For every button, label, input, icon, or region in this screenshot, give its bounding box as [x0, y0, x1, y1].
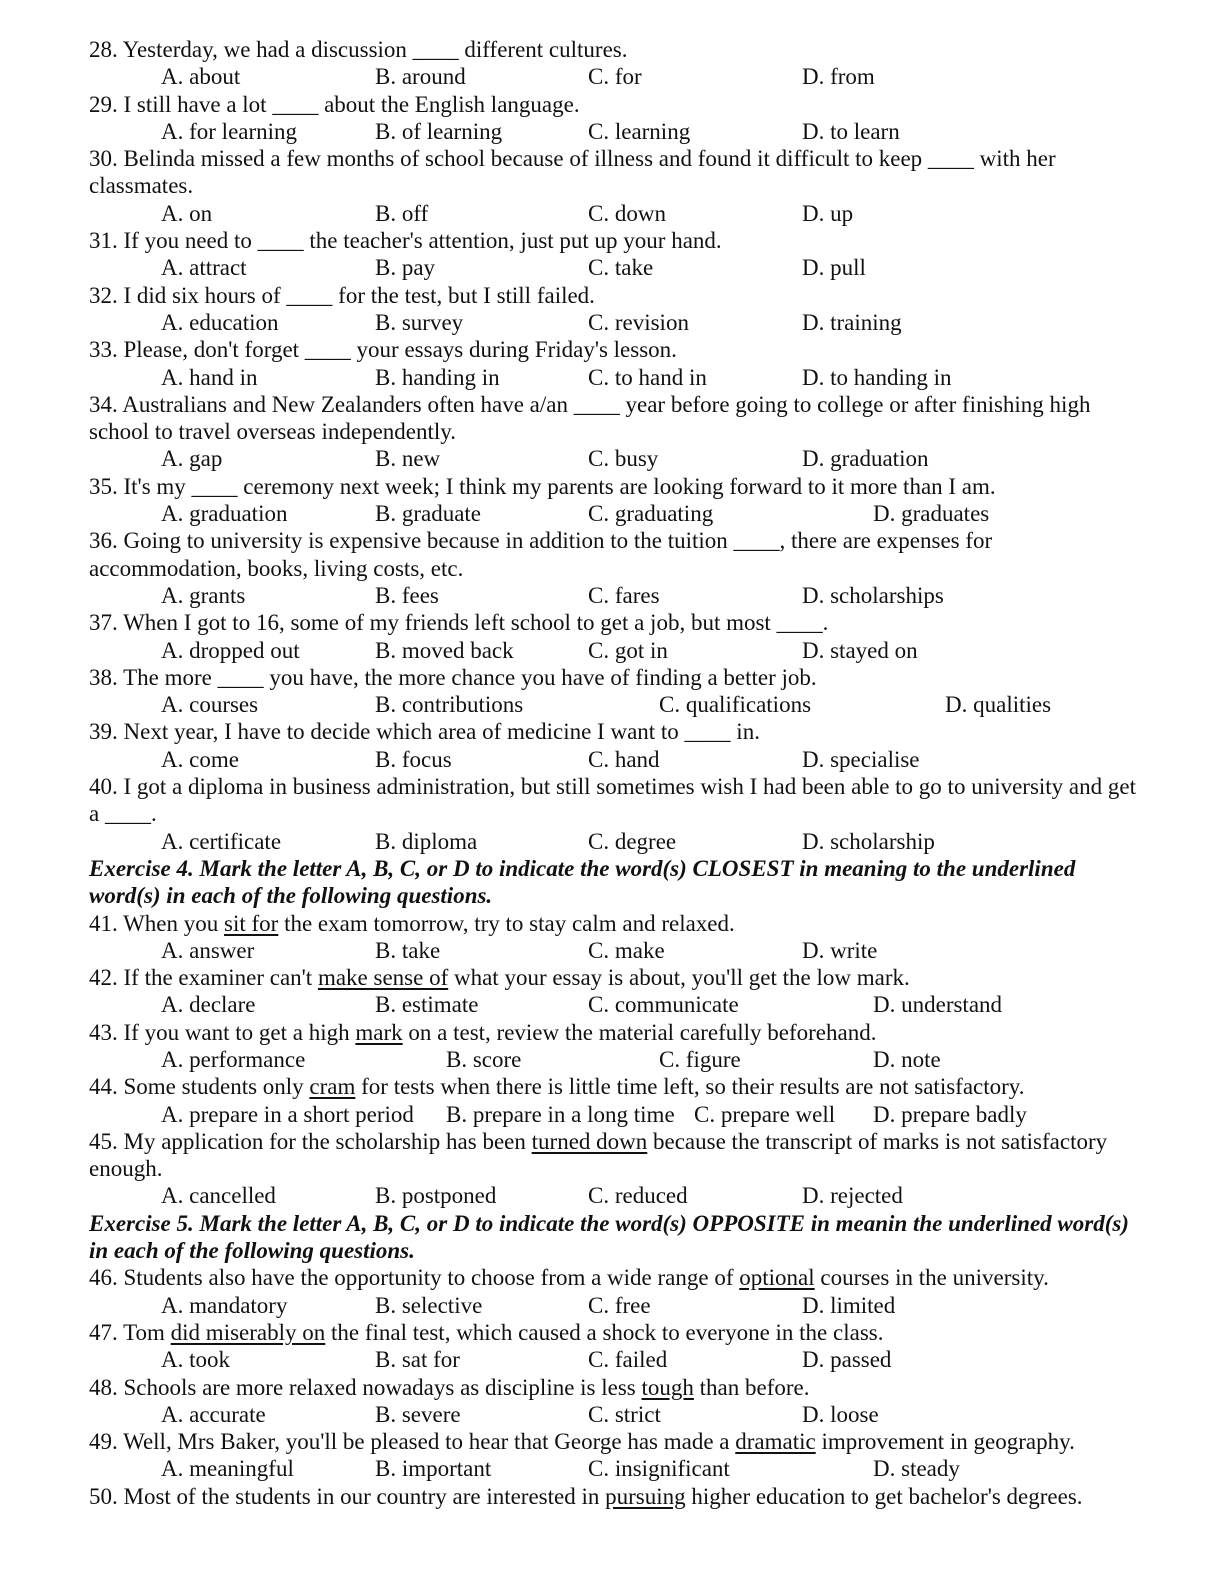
option-a: A. education	[161, 309, 279, 335]
text-segment: 30. Belinda missed a few months of school because of illness and found it difficult to keep ____ with her	[89, 146, 1056, 172]
answer-options	[89, 746, 1189, 773]
option-d: D. up	[802, 200, 854, 226]
text-segment: 50. Most of the students in our country are interested in	[89, 1483, 606, 1509]
answer-options	[89, 691, 1189, 718]
answer-options	[89, 254, 1189, 281]
answer-options	[89, 364, 1189, 391]
question-37	[89, 609, 1189, 664]
question-34	[89, 391, 1189, 473]
option-c: C. to hand in	[588, 364, 707, 390]
option-b: B. off	[375, 200, 429, 226]
option-c: C. graduating	[588, 501, 714, 527]
option-b: B. survey	[375, 309, 464, 335]
option-d: D. prepare badly	[873, 1101, 1027, 1127]
option-d: D. graduates	[873, 501, 990, 527]
option-a: A. attract	[161, 255, 247, 281]
text-segment: Exercise 4. Mark the letter A, B, C, or D to indicate the word(s) CLOSEST in meaning to the underlined	[89, 855, 1076, 881]
option-a: A. cancelled	[161, 1183, 276, 1209]
text-segment: 29. I still have a lot ____ about the English language.	[89, 91, 580, 117]
option-d: D. scholarships	[802, 582, 944, 608]
option-d: D. from	[802, 64, 875, 90]
option-d: D. rejected	[802, 1183, 903, 1209]
question-text-line	[89, 1483, 1189, 1510]
option-b: B. take	[375, 937, 441, 963]
option-b: B. focus	[375, 746, 452, 772]
question-text-line	[89, 391, 1189, 418]
question-50	[89, 1483, 1189, 1510]
question-text-line	[89, 800, 1189, 827]
text-segment: 44. Some students only	[89, 1074, 310, 1100]
option-a: A. meaningful	[161, 1456, 294, 1482]
question-47	[89, 1319, 1189, 1374]
option-c: C. busy	[588, 446, 659, 472]
answer-options	[89, 445, 1189, 472]
option-d: D. to learn	[802, 118, 900, 144]
option-a: A. declare	[161, 992, 256, 1018]
option-c: C. figure	[659, 1046, 741, 1072]
underlined-phrase: optional	[739, 1265, 815, 1291]
text-segment: for tests when there is little time left, so their results are not satisfactory.	[355, 1074, 1025, 1100]
option-a: A. took	[161, 1347, 230, 1373]
text-segment: school to travel overseas independently.	[89, 419, 457, 445]
option-d: D. write	[802, 937, 878, 963]
option-a: A. certificate	[161, 828, 282, 854]
option-c: C. communicate	[588, 992, 739, 1018]
heading-line	[89, 1210, 1189, 1237]
question-text-line	[89, 527, 1189, 554]
answer-options	[89, 500, 1189, 527]
underlined-phrase: dramatic	[735, 1429, 816, 1455]
text-segment: 39. Next year, I have to decide which area of medicine I want to ____ in.	[89, 719, 760, 745]
text-segment: 48. Schools are more relaxed nowadays as discipline is less	[89, 1374, 642, 1400]
exercise-heading	[89, 1210, 1189, 1265]
option-d: D. note	[873, 1046, 941, 1072]
option-d: D. scholarship	[802, 828, 935, 854]
option-b: B. sat for	[375, 1347, 460, 1373]
text-segment: Exercise 5. Mark the letter A, B, C, or D to indicate the word(s) OPPOSITE in meanin the underlined word(s)	[89, 1210, 1129, 1236]
option-c: C. hand	[588, 746, 660, 772]
option-c: C. free	[588, 1292, 651, 1318]
text-segment: improvement in geography.	[815, 1429, 1075, 1455]
question-text-line	[89, 227, 1189, 254]
option-b: B. severe	[375, 1401, 461, 1427]
answer-options	[89, 637, 1189, 664]
text-segment: 49. Well, Mrs Baker, you'll be pleased to hear that George has made a	[89, 1429, 736, 1455]
option-b: B. diploma	[375, 828, 478, 854]
option-a: A. performance	[161, 1046, 306, 1072]
question-text-line	[89, 555, 1189, 582]
option-d: D. qualities	[945, 692, 1052, 718]
option-b: B. pay	[375, 255, 436, 281]
question-text-line	[89, 473, 1189, 500]
question-text-line	[89, 773, 1189, 800]
underlined-phrase: tough	[641, 1374, 694, 1400]
option-d: D. pull	[802, 255, 866, 281]
question-text-line	[89, 1019, 1189, 1046]
option-c: C. take	[588, 255, 654, 281]
text-segment: 37. When I got to 16, some of my friends left school to get a job, but most ____.	[89, 610, 829, 636]
exercise-heading	[89, 855, 1189, 910]
answer-options	[89, 828, 1189, 855]
text-segment: the exam tomorrow, try to stay calm and relaxed.	[278, 910, 735, 936]
option-d: D. stayed on	[802, 637, 918, 663]
option-a: A. dropped out	[161, 637, 300, 663]
question-33	[89, 336, 1189, 391]
option-b: B. contributions	[375, 692, 524, 718]
text-segment: enough.	[89, 1156, 163, 1182]
exercise-document	[89, 36, 1189, 1510]
text-segment: because the transcript of marks is not satisfactory	[647, 1128, 1108, 1154]
answer-options	[89, 1182, 1189, 1209]
question-text-line	[89, 1073, 1189, 1100]
question-text-line	[89, 664, 1189, 691]
option-d: D. training	[802, 309, 902, 335]
option-a: A. mandatory	[161, 1292, 288, 1318]
question-text-line	[89, 718, 1189, 745]
question-36	[89, 527, 1189, 609]
question-text-line	[89, 1374, 1189, 1401]
answer-options	[89, 1101, 1189, 1128]
answer-options	[89, 63, 1189, 90]
question-45	[89, 1128, 1189, 1210]
underlined-phrase: pursuing	[605, 1483, 686, 1509]
option-d: D. understand	[873, 992, 1003, 1018]
option-c: C. down	[588, 200, 666, 226]
text-segment: 33. Please, don't forget ____ your essays during Friday's lesson.	[89, 337, 677, 363]
heading-line	[89, 855, 1189, 882]
question-text-line	[89, 336, 1189, 363]
option-a: A. graduation	[161, 501, 288, 527]
text-segment: 32. I did six hours of ____ for the test, but I still failed.	[89, 282, 595, 308]
text-segment: accommodation, books, living costs, etc.	[89, 555, 464, 581]
answer-options	[89, 200, 1189, 227]
text-segment: a ____.	[89, 801, 157, 827]
option-a: A. courses	[161, 692, 259, 718]
underlined-phrase: mark	[355, 1019, 403, 1045]
question-46	[89, 1264, 1189, 1319]
question-text-line	[89, 1428, 1189, 1455]
question-38	[89, 664, 1189, 719]
text-segment: on a test, review the material carefully beforehand.	[402, 1019, 877, 1045]
question-text-line	[89, 1264, 1189, 1291]
text-segment: 28. Yesterday, we had a discussion ____ different cultures.	[89, 37, 628, 62]
option-b: B. new	[375, 446, 441, 472]
option-a: A. on	[161, 200, 213, 226]
answer-options	[89, 582, 1189, 609]
answer-options	[89, 1292, 1189, 1319]
question-text-line	[89, 145, 1189, 172]
question-44	[89, 1073, 1189, 1128]
text-segment: 41. When you	[89, 910, 225, 936]
text-segment: courses in the university.	[814, 1265, 1049, 1291]
question-text-line	[89, 91, 1189, 118]
option-a: A. accurate	[161, 1401, 266, 1427]
answer-options	[89, 1455, 1189, 1482]
option-c: C. qualifications	[659, 692, 812, 718]
option-b: B. fees	[375, 582, 439, 608]
text-segment: 31. If you need to ____ the teacher's attention, just put up your hand.	[89, 228, 722, 254]
option-c: C. for	[588, 64, 642, 90]
text-segment: 34. Australians and New Zealanders often have a/an ____ year before going to college or after finishing high	[89, 391, 1091, 417]
text-segment: 45. My application for the scholarship has been	[89, 1128, 532, 1154]
option-b: B. important	[375, 1456, 492, 1482]
question-29	[89, 91, 1189, 146]
option-c: C. degree	[588, 828, 677, 854]
option-c: C. fares	[588, 582, 660, 608]
option-a: A. answer	[161, 937, 255, 963]
answer-options	[89, 991, 1189, 1018]
answer-options	[89, 118, 1189, 145]
question-text-line	[89, 964, 1189, 991]
option-b: B. prepare in a long time	[446, 1101, 675, 1127]
option-d: D. graduation	[802, 446, 929, 472]
option-c: C. revision	[588, 309, 689, 335]
option-b: B. of learning	[375, 118, 503, 144]
option-c: C. got in	[588, 637, 668, 663]
question-text-line	[89, 418, 1189, 445]
option-a: A. gap	[161, 446, 223, 472]
underlined-phrase: did miserably on	[170, 1319, 326, 1345]
underlined-phrase: make sense of	[317, 965, 449, 991]
option-b: B. around	[375, 64, 466, 90]
text-segment: 36. Going to university is expensive because in addition to the tuition ____, there are expenses for	[89, 528, 993, 554]
text-segment: 38. The more ____ you have, the more chance you have of finding a better job.	[89, 664, 817, 690]
option-b: B. score	[446, 1046, 522, 1072]
text-segment: 42. If the examiner can't	[89, 965, 318, 991]
text-segment: in each of the following questions.	[89, 1238, 415, 1264]
text-segment: 40. I got a diploma in business administration, but still sometimes wish I had been able to go to university and get	[89, 774, 1136, 800]
option-b: B. handing in	[375, 364, 500, 390]
question-30	[89, 145, 1189, 227]
text-segment: what your essay is about, you'll get the low mark.	[448, 965, 910, 991]
underlined-phrase: sit for	[224, 910, 279, 936]
option-b: B. postponed	[375, 1183, 497, 1209]
question-42	[89, 964, 1189, 1019]
question-49	[89, 1428, 1189, 1483]
option-d: D. limited	[802, 1292, 896, 1318]
option-c: C. learning	[588, 118, 691, 144]
option-d: D. to handing in	[802, 364, 952, 390]
underlined-phrase: turned down	[531, 1128, 648, 1154]
question-text-line	[89, 1128, 1189, 1155]
question-text-line	[89, 36, 1189, 63]
option-c: C. prepare well	[694, 1101, 836, 1127]
option-b: B. graduate	[375, 501, 482, 527]
option-c: C. strict	[588, 1401, 661, 1427]
heading-line	[89, 882, 1189, 909]
question-40	[89, 773, 1189, 855]
answer-options	[89, 937, 1189, 964]
option-c: C. reduced	[588, 1183, 688, 1209]
answer-options	[89, 309, 1189, 336]
option-a: A. prepare in a short period	[161, 1101, 414, 1127]
question-text-line	[89, 910, 1189, 937]
question-text-line	[89, 1319, 1189, 1346]
text-segment: the final test, which caused a shock to everyone in the class.	[325, 1319, 884, 1345]
option-b: B. selective	[375, 1292, 483, 1318]
text-segment: word(s) in each of the following questions.	[89, 883, 493, 909]
question-text-line	[89, 609, 1189, 636]
heading-line	[89, 1237, 1189, 1264]
question-39	[89, 718, 1189, 773]
option-a: A. grants	[161, 582, 246, 608]
question-32	[89, 282, 1189, 337]
option-a: A. for learning	[161, 118, 298, 144]
option-c: C. failed	[588, 1347, 668, 1373]
option-b: B. estimate	[375, 992, 479, 1018]
option-d: D. passed	[802, 1347, 892, 1373]
option-c: C. insignificant	[588, 1456, 730, 1482]
question-48	[89, 1374, 1189, 1429]
question-text-line	[89, 282, 1189, 309]
text-segment: classmates.	[89, 173, 194, 199]
text-segment: than before.	[693, 1374, 810, 1400]
text-segment: 46. Students also have the opportunity to choose from a wide range of	[89, 1265, 740, 1291]
answer-options	[89, 1346, 1189, 1373]
text-segment: 47. Tom	[89, 1319, 171, 1345]
option-d: D. specialise	[802, 746, 920, 772]
text-segment: higher education to get bachelor's degrees.	[685, 1483, 1083, 1509]
question-31	[89, 227, 1189, 282]
question-41	[89, 910, 1189, 965]
option-d: D. steady	[873, 1456, 960, 1482]
option-c: C. make	[588, 937, 665, 963]
question-43	[89, 1019, 1189, 1074]
answer-options	[89, 1401, 1189, 1428]
text-segment: 43. If you want to get a high	[89, 1019, 356, 1045]
option-a: A. come	[161, 746, 239, 772]
option-b: B. moved back	[375, 637, 514, 663]
answer-options	[89, 1046, 1189, 1073]
question-text-line	[89, 1155, 1189, 1182]
underlined-phrase: cram	[309, 1074, 356, 1100]
option-a: A. about	[161, 64, 241, 90]
option-a: A. hand in	[161, 364, 258, 390]
question-text-line	[89, 172, 1189, 199]
question-35	[89, 473, 1189, 528]
option-d: D. loose	[802, 1401, 879, 1427]
question-28	[89, 36, 1189, 91]
text-segment: 35. It's my ____ ceremony next week; I think my parents are looking forward to it more than I am.	[89, 473, 996, 499]
